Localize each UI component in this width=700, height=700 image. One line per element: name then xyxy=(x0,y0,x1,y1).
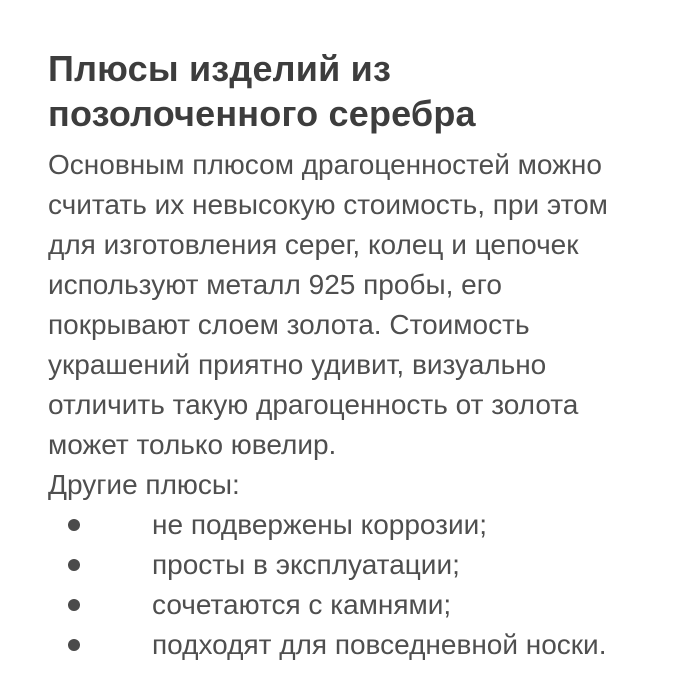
bullet-item xyxy=(48,505,652,545)
page-title-line-1: Плюсы изделий из xyxy=(48,48,392,89)
article-content xyxy=(48,46,652,665)
paragraph-line: для изготовления серег, колец и цепочек xyxy=(48,229,579,260)
bullet-item-text: не подвержены коррозии; xyxy=(152,509,488,540)
pros-bullet-list xyxy=(48,505,652,665)
paragraph-line: украшений приятно удивит, визуально xyxy=(48,349,547,380)
bullet-item-text: подходят для повседневной носки. xyxy=(152,629,607,660)
bullet-dot-icon xyxy=(68,639,80,651)
page-title-line-2: позолоченного серебра xyxy=(48,93,476,134)
paragraph-line: может только ювелир. xyxy=(48,429,337,460)
list-intro: Другие плюсы: xyxy=(48,469,240,500)
paragraph-line: используют металл 925 пробы, его xyxy=(48,269,502,300)
paragraph-line: Основным плюсом драгоценностей можно xyxy=(48,149,602,180)
bullet-dot-icon xyxy=(68,519,80,531)
bullet-item-text: сочетаются с камнями; xyxy=(152,589,452,620)
page-title xyxy=(48,46,652,136)
paragraph-line: считать их невысокую стоимость, при этом xyxy=(48,189,608,220)
bullet-item xyxy=(48,625,652,665)
paragraph-line: отличить такую драгоценность от золота xyxy=(48,389,579,420)
bullet-dot-icon xyxy=(68,599,80,611)
bullet-item-text: просты в эксплуатации; xyxy=(152,549,460,580)
article-paragraph xyxy=(48,145,652,465)
bullet-dot-icon xyxy=(68,559,80,571)
paragraph-line: покрывают слоем золота. Стоимость xyxy=(48,309,530,340)
bullet-item xyxy=(48,545,652,585)
bullet-item xyxy=(48,585,652,625)
